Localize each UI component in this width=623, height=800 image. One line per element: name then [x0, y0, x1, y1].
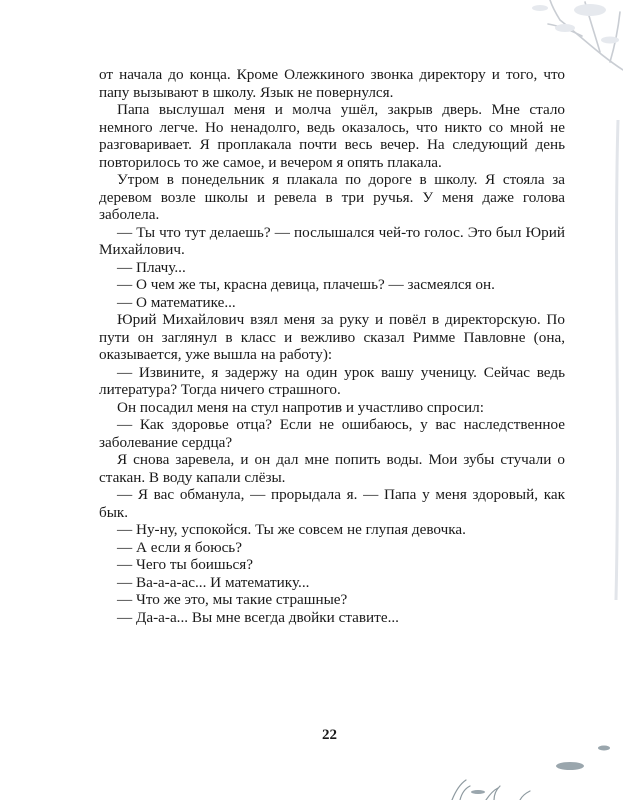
paragraph: — Ну-ну, успокойся. Ты же совсем не глупая девочка.	[117, 521, 466, 538]
page-number: 22	[322, 727, 337, 743]
paragraph: — Как здоровье отца? Если не ошибаюсь, у вас наследственное заболевание сердца?	[99, 416, 565, 451]
paragraph: Я снова заревела, и он дал мне попить воды. Мои зубы стучали о стакан. В воду капали слёзы.	[99, 451, 565, 486]
body-text	[99, 66, 565, 626]
paragraph: — Ва-а-а-ас... И математику...	[117, 573, 310, 591]
paragraph: — О чем же ты, красна девица, плачешь? — засмеялся он.	[117, 276, 495, 293]
paragraph: Папа выслушал меня и молча ушёл, закрыв дверь. Мне стало немного легче. Но ненадолго, ведь оказалось, что никто со мной не разговаривает. Я проплакала почти весь вечер. На следующий день повторилось то же самое, и вечером я опять плакала.	[99, 101, 565, 171]
paragraph: — О математике...	[117, 293, 236, 311]
snow-blobs-top-right	[532, 4, 619, 44]
paragraph: — Да-а-а... Вы мне всегда двойки ставите...	[117, 608, 399, 626]
paragraph: — Я вас обманула, — прорыдала я. — Папа у меня здоровый, как бык.	[99, 486, 565, 521]
paragraph: Он посадил меня на стул напротив и участливо спросил:	[117, 398, 484, 416]
tree-edge-right	[616, 120, 618, 600]
grass-bottom-right	[452, 780, 530, 800]
paragraph: от начала до конца. Кроме Олежкиного звонка директору и того, что папу вызывают в школу. Язык не повернулся.	[99, 66, 565, 101]
snowy-branch-top-right	[548, 0, 623, 70]
paragraph: Утром в понедельник я плакала по дороге в школу. Я стояла за деревом возле школы и ревела в три ручья. У меня даже голова заболела.	[99, 171, 565, 223]
paragraph: — А если я боюсь?	[117, 538, 242, 556]
paragraph: — Чего ты боишься?	[117, 556, 254, 573]
paragraph: — Ты что тут делаешь? — послышался чей-то голос. Это был Юрий Михайлович.	[99, 223, 565, 258]
paragraph: — Извините, я задержу на один урок вашу ученицу. Сейчас ведь литература? Тогда ничего страшного.	[99, 363, 565, 398]
paragraph: — Что же это, мы такие страшные?	[117, 591, 348, 608]
paragraph: — Плачу...	[117, 258, 186, 276]
paragraph: Юрий Михайлович взял меня за руку и повёл в директорскую. По пути он заглянул в класс и вежливо сказал Римме Павловне (она, оказывается, уже вышла на работу):	[99, 311, 565, 363]
stones-bottom-right	[471, 746, 610, 795]
